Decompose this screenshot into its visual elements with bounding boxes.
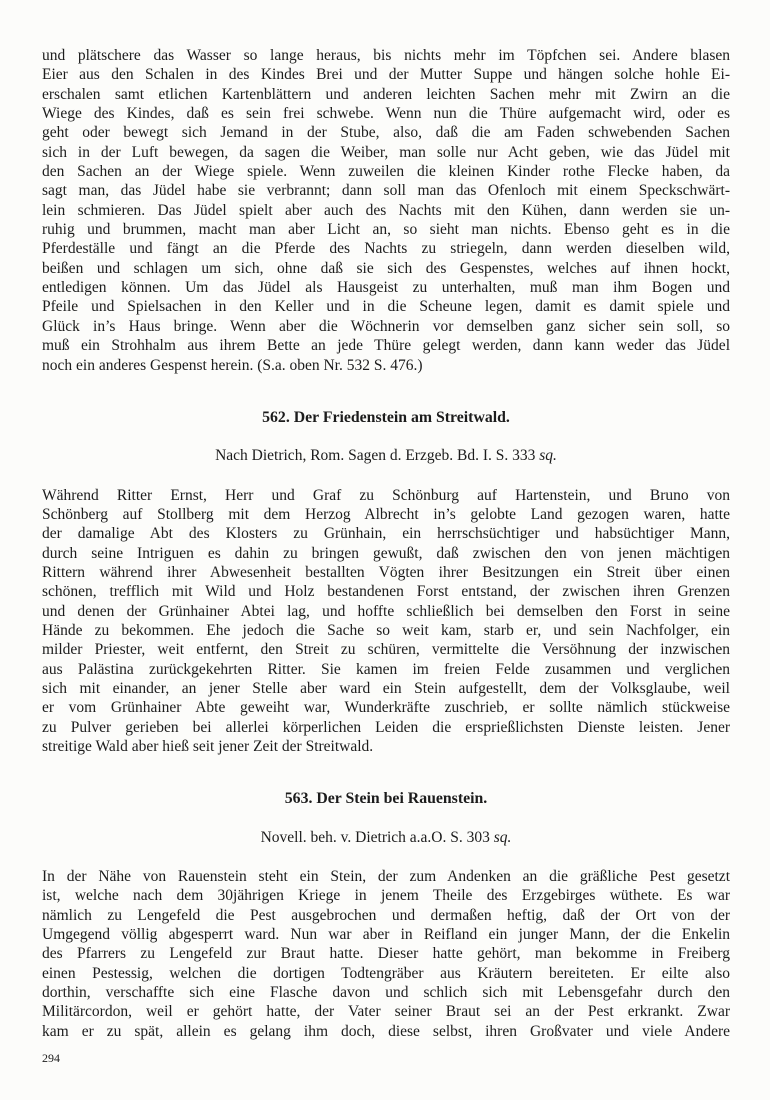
text-line: Rittern während ihrer Abwesenheit bestallten Vögten ihrer Besitzungen ein Streit über einen [42,563,730,581]
text-line: und denen der Grünhainer Abtei lag, und hoffte schließlich bei demselben den Forst in seine [42,602,730,620]
text-line: milder Priester, weit entfernt, den Streit zu schüren, vermittelte die Versöhnung der inzwischen [42,641,730,659]
text-line: erschalen samt etlichen Kartenblättern und anderen leichten Sachen mehr mit Zwirn an die [42,85,730,103]
text-line: Umgegend völlig abgesperrt ward. Nun war aber in Reifland ein junger Mann, der die Enkelin [42,926,730,944]
text-line: muß ein Strohhalm aus ihrem Bette an jede Thüre gelegt werden, dann kann weder das Jüdel [42,337,730,355]
text-line: und plätschere das Wasser so lange heraus, bis nichts mehr im Töpfchen sei. Andere blasen [42,47,730,64]
section-heading-563: 563. Der Stein bei Rauenstein. [284,790,488,808]
intro-paragraph [42,46,730,375]
text-line: Wiege des Kindes, daß es sein frei schwebe. Wenn nun die Thüre aufgemacht wird, oder es [42,105,730,123]
text-line: In der Nähe von Rauenstein steht ein Stein, der zum Andenken an die gräßliche Pest gesetzt [42,868,730,886]
text-line: den Sachen an der Wiege spiele. Wenn zuweilen die kleinen Kinder rothe Flecke haben, da [42,163,730,181]
text-line: er vom Grünhainer Abte geweiht war, Wunderkräfte zuschrieb, er sollte nämlich stückweise [42,699,730,717]
text-line: streitige Wald aber hieß seit jener Zeit der Streitwald. [42,738,374,755]
text-line: durch seine Intriguen es dahin zu bringen gewußt, daß zwischen den von jenen mächtigen [42,544,730,562]
text-line: Hände zu bekommen. Ehe jedoch die Sache so weit kam, starb er, und sein Nachfolger, ein [42,621,730,639]
text-line: aus Palästina zurückgekehrten Ritter. Sie kamen im freien Felde zusammen und verglichen [42,660,730,678]
text-line: schönen, trefflich mit Wild und Holz bestandenen Forst entstand, der zwischen ihren Grenzen [42,583,730,601]
text-line: noch ein anderes Gespenst herein. (S.a. oben Nr. 532 S. 476.) [42,356,423,374]
section-heading-562: 562. Der Friedenstein am Streitwald. [262,408,510,426]
text-line: Militärcordon, weil er gehört hatte, der Vater seiner Braut sei an der Pest erkrankt. Zwar [42,1003,730,1021]
text-line: Eier aus den Schalen in des Kindes Brei und der Mutter Suppe und hängen solche hohle Ei- [42,66,730,84]
source-citation-563 [42,828,730,847]
text-line: des Pfarrers zu Lengefeld zur Braut hatte. Dieser hatte gehört, man bekomme in Freiberg [42,945,730,963]
source-text: Nach Dietrich, Rom. Sagen d. Erzgeb. Bd. I. S. 333 [215,447,540,465]
source-abbreviation: sq. [539,447,557,465]
text-line: Glück in’s Haus bringe. Wenn aber die Wöchnerin vor demselben ganz sicher sein soll, so [42,317,730,335]
text-line: lein schmieren. Das Jüdel spielt aber auch des Nachts mit den Kühen, dann werden sie un- [42,201,730,219]
page-number: 294 [42,1051,60,1066]
text-line: Pfeile und Spielsachen in den Keller und in die Scheune legen, damit es damit spiele und [42,298,730,316]
text-line: dorthin, verschaffte sich eine Flasche davon und schlich sich mit Lebensgefahr durch den [42,984,730,1002]
text-line: entledigen können. Um das Jüdel als Hausgeist zu unterhalten, muß man ihm Bogen und [42,279,730,297]
text-line: zu Pulver gerieben bei allerlei körperlichen Leiden die ersprießlichsten Dienste leisten. Jener [42,718,730,736]
text-line: Während Ritter Ernst, Herr und Graf zu Schönburg auf Hartenstein, und Bruno von [42,486,730,504]
text-line: beißen und schlagen um sich, ohne daß sie sich des Gespenstes, welches auf ihnen hockt, [42,259,730,277]
text-line: nämlich zu Lengefeld die Pest ausgebrochen und dermaßen heftig, daß der Ort von der [42,906,730,924]
text-line: ruhig und brummen, macht man aber Licht an, so sieht man nichts. Ebenso geht es in die [42,221,730,239]
section-body-562 [42,486,730,757]
text-block [42,46,730,1065]
section-body-563 [42,867,730,1041]
text-line: der damalige Abt des Klosters zu Grünhain, ein herrschsüchtiger und habsüchtiger Mann, [42,525,730,543]
text-line: sich mit einander, an jener Stelle aber ward ein Stein aufgestellt, dem der Volksglaube, weil [42,679,730,697]
text-line: Schönberg auf Stollberg mit dem Herzog Albrecht in’s gelobte Land gezogen waren, hatte [42,505,730,523]
text-line: Pferdeställe und fängt an die Pferde des Nachts zu striegeln, dann werden dieselben wild, [42,240,730,258]
source-text: Novell. beh. v. Dietrich a.a.O. S. 303 [260,828,494,846]
text-line: einen Pestessig, welchen die dortigen Todtengräber aus Kräutern bereiteten. Er eilte also [42,964,730,982]
source-citation-562 [42,446,730,465]
source-abbreviation: sq. [493,828,512,846]
text-line: sich in der Luft bewegen, da sagen die Weiber, man solle nur Acht geben, wie das Jüdel mit [42,143,730,161]
text-line: ist, welche nach dem 30jährigen Kriege in jenem Theile des Erzgebirges wüthete. Es war [42,887,730,905]
text-line: kam er zu spät, allein es gelang ihm doch, diese selbst, ihren Großvater und viele Andere [42,1022,730,1040]
text-line: sagt man, das Jüdel habe sie verbrannt; dann soll man das Ofenloch mit einem Speckschwärt- [42,182,730,200]
text-line: geht oder bewegt sich Jemand in der Stube, also, daß die am Faden schwebenden Sachen [42,124,730,142]
